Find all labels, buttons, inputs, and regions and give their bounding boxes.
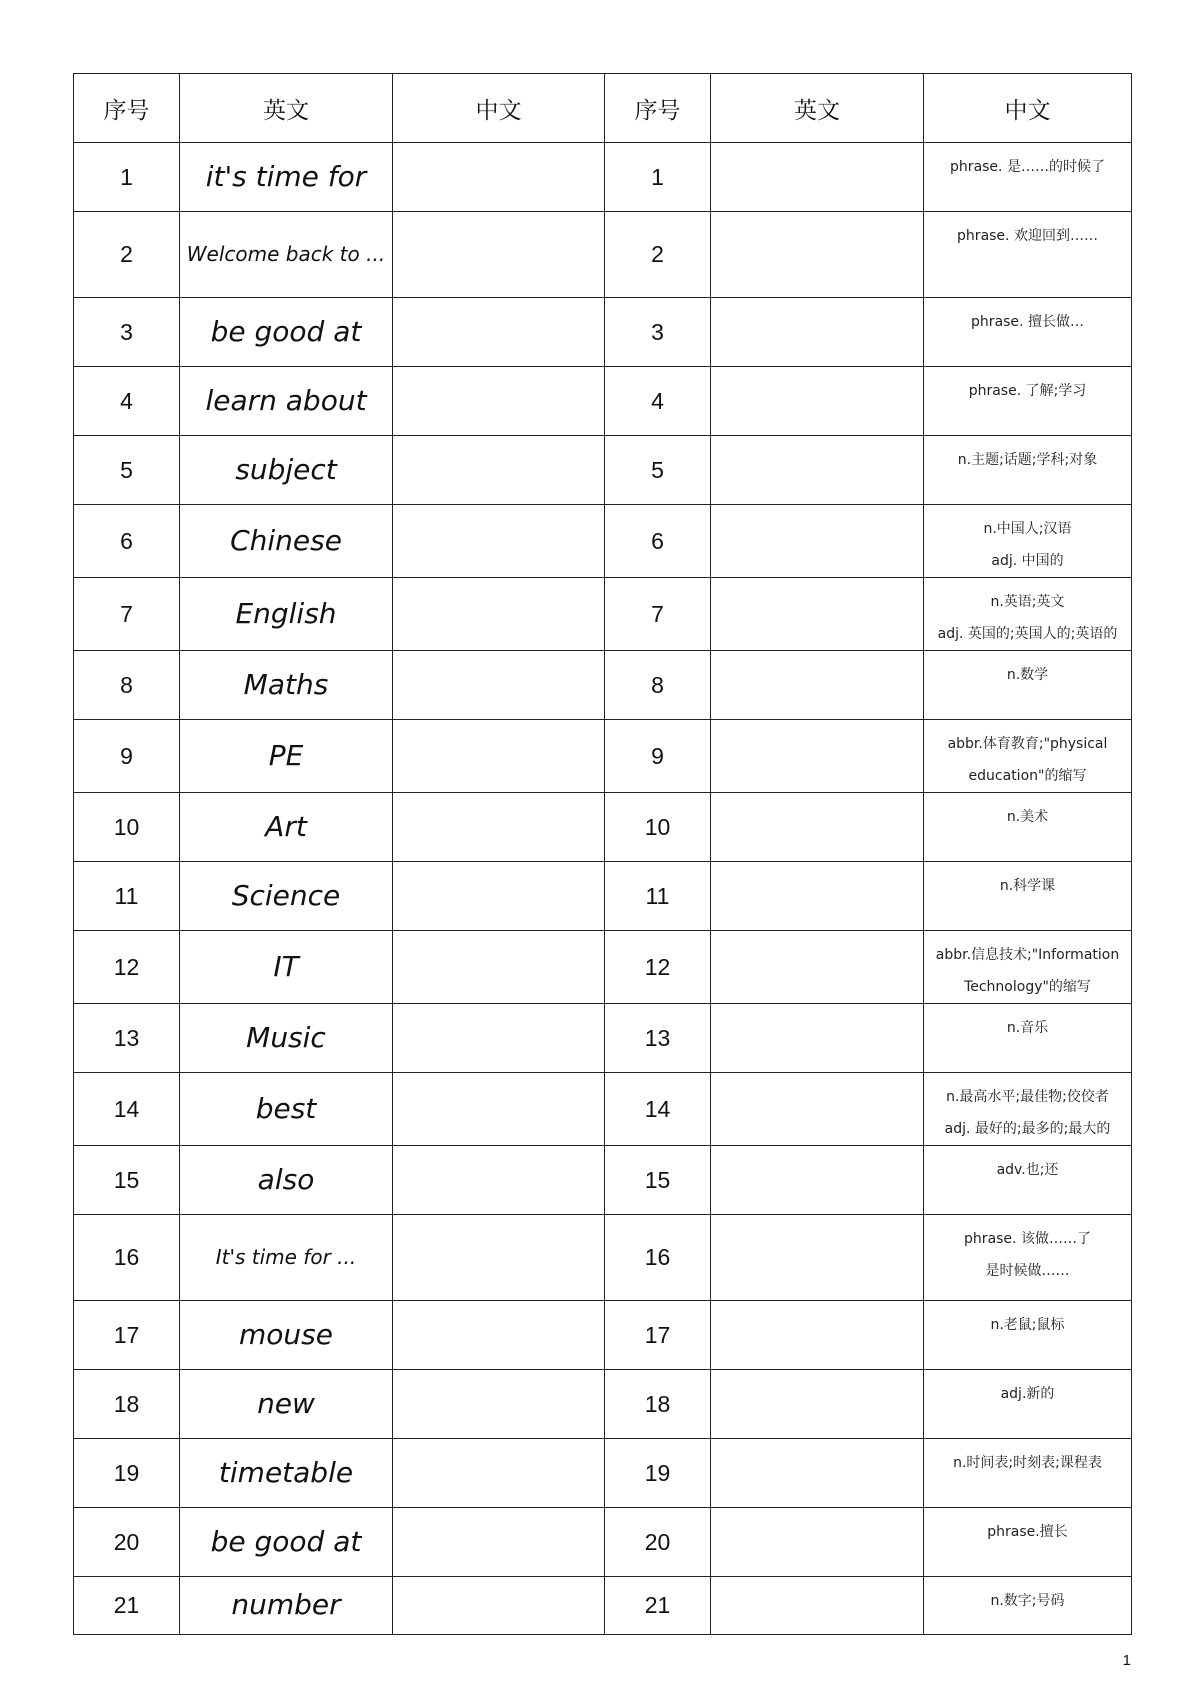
chinese-meaning-line: n.科学课 (999, 878, 1056, 894)
right-index-cell: 18 (605, 1370, 711, 1439)
left-chinese-blank-cell (393, 1073, 605, 1146)
chinese-meaning-line: n.英语;英文 (990, 594, 1065, 610)
left-index-cell: 5 (74, 436, 180, 505)
right-english-blank-cell (711, 1370, 924, 1439)
english-word-cell: learn about (180, 367, 393, 436)
right-index-cell: 10 (605, 793, 711, 862)
right-english-blank-cell (711, 212, 924, 298)
left-index-cell: 20 (74, 1508, 180, 1577)
left-index-cell: 2 (74, 212, 180, 298)
chinese-meaning-cell (924, 720, 1132, 793)
english-word-cell: English (180, 578, 393, 651)
left-index-cell: 14 (74, 1073, 180, 1146)
left-index-cell: 13 (74, 1004, 180, 1073)
chinese-meaning-line: n.主题;话题;学科;对象 (957, 452, 1098, 468)
left-chinese-blank-cell (393, 1439, 605, 1508)
right-index-cell: 16 (605, 1215, 711, 1301)
right-english-blank-cell (711, 1508, 924, 1577)
right-english-blank-cell (711, 720, 924, 793)
chinese-meaning-cell (924, 1004, 1132, 1073)
right-english-blank-cell (711, 1073, 924, 1146)
chinese-meaning-line: adv.也;还 (996, 1162, 1059, 1178)
chinese-meaning-line: adj. 中国的 (991, 553, 1064, 569)
left-chinese-blank-cell (393, 1577, 605, 1635)
chinese-meaning-cell (924, 1439, 1132, 1508)
english-word-cell: it's time for (180, 143, 393, 212)
table-row (74, 578, 1132, 651)
english-word-cell: PE (180, 720, 393, 793)
left-chinese-blank-cell (393, 505, 605, 578)
right-index-cell: 9 (605, 720, 711, 793)
left-index-cell: 3 (74, 298, 180, 367)
chinese-meaning-cell (924, 1370, 1132, 1439)
chinese-meaning-line: n.数字;号码 (990, 1593, 1065, 1609)
english-word-cell: mouse (180, 1301, 393, 1370)
chinese-meaning-line: phrase. 了解;学习 (968, 383, 1087, 399)
left-chinese-blank-cell (393, 720, 605, 793)
left-index-cell: 4 (74, 367, 180, 436)
left-index-cell: 9 (74, 720, 180, 793)
vocabulary-rows (74, 143, 1132, 1635)
right-index-cell: 12 (605, 931, 711, 1004)
left-chinese-blank-cell (393, 578, 605, 651)
right-english-blank-cell (711, 793, 924, 862)
header-left-index: 序号 (74, 74, 180, 143)
english-word-cell: Music (180, 1004, 393, 1073)
english-word-cell: Welcome back to ... (180, 212, 393, 298)
chinese-meaning-cell (924, 793, 1132, 862)
table-row (74, 298, 1132, 367)
right-index-cell: 1 (605, 143, 711, 212)
right-english-blank-cell (711, 1439, 924, 1508)
chinese-meaning-line: n.美术 (1006, 809, 1049, 825)
right-english-blank-cell (711, 651, 924, 720)
header-left-chinese: 中文 (393, 74, 605, 143)
right-english-blank-cell (711, 505, 924, 578)
chinese-meaning-cell (924, 1073, 1132, 1146)
header-right-index: 序号 (605, 74, 711, 143)
english-word-cell: timetable (180, 1439, 393, 1508)
table-row (74, 1301, 1132, 1370)
chinese-meaning-cell (924, 578, 1132, 651)
chinese-meaning-line: n.音乐 (1006, 1020, 1049, 1036)
left-index-cell: 12 (74, 931, 180, 1004)
right-english-blank-cell (711, 1577, 924, 1635)
chinese-meaning-line: 是时候做…… (985, 1263, 1070, 1279)
english-word-cell: be good at (180, 298, 393, 367)
right-index-cell: 19 (605, 1439, 711, 1508)
english-word-cell: IT (180, 931, 393, 1004)
english-word-cell: It's time for ... (180, 1215, 393, 1301)
right-index-cell: 13 (605, 1004, 711, 1073)
right-index-cell: 5 (605, 436, 711, 505)
english-word-cell: Art (180, 793, 393, 862)
right-english-blank-cell (711, 1004, 924, 1073)
table-row (74, 862, 1132, 931)
right-index-cell: 6 (605, 505, 711, 578)
chinese-meaning-line: phrase.擅长 (987, 1524, 1068, 1540)
left-index-cell: 11 (74, 862, 180, 931)
right-english-blank-cell (711, 578, 924, 651)
right-index-cell: 14 (605, 1073, 711, 1146)
left-index-cell: 21 (74, 1577, 180, 1635)
left-chinese-blank-cell (393, 143, 605, 212)
right-english-blank-cell (711, 1146, 924, 1215)
left-chinese-blank-cell (393, 1004, 605, 1073)
chinese-meaning-cell (924, 143, 1132, 212)
chinese-meaning-line: phrase. 擅长做… (971, 314, 1084, 330)
english-word-cell: number (180, 1577, 393, 1635)
chinese-meaning-line: abbr.信息技术;"Information (935, 947, 1120, 963)
right-index-cell: 20 (605, 1508, 711, 1577)
chinese-meaning-cell (924, 862, 1132, 931)
right-index-cell: 2 (605, 212, 711, 298)
chinese-meaning-line: Technology"的缩写 (964, 979, 1091, 995)
table-row (74, 720, 1132, 793)
table-row (74, 1146, 1132, 1215)
right-index-cell: 11 (605, 862, 711, 931)
chinese-meaning-cell (924, 651, 1132, 720)
left-chinese-blank-cell (393, 1146, 605, 1215)
left-chinese-blank-cell (393, 1301, 605, 1370)
chinese-meaning-line: abbr.体育教育;"physical (947, 736, 1108, 752)
left-index-cell: 15 (74, 1146, 180, 1215)
right-english-blank-cell (711, 143, 924, 212)
chinese-meaning-cell (924, 505, 1132, 578)
chinese-meaning-cell (924, 1577, 1132, 1635)
chinese-meaning-line: adj. 英国的;英国人的;英语的 (937, 626, 1118, 642)
right-english-blank-cell (711, 931, 924, 1004)
chinese-meaning-line: n.最高水平;最佳物;佼佼者 (946, 1089, 1109, 1105)
table-row (74, 505, 1132, 578)
right-index-cell: 3 (605, 298, 711, 367)
table-row (74, 1439, 1132, 1508)
chinese-meaning-cell (924, 367, 1132, 436)
table-row (74, 1577, 1132, 1635)
chinese-meaning-line: n.数学 (1006, 667, 1049, 683)
left-index-cell: 18 (74, 1370, 180, 1439)
right-english-blank-cell (711, 1301, 924, 1370)
english-word-cell: Chinese (180, 505, 393, 578)
left-index-cell: 7 (74, 578, 180, 651)
table-row (74, 1508, 1132, 1577)
right-english-blank-cell (711, 298, 924, 367)
english-word-cell: best (180, 1073, 393, 1146)
chinese-meaning-line: n.老鼠;鼠标 (990, 1317, 1065, 1333)
chinese-meaning-line: phrase. 该做……了 (964, 1231, 1091, 1247)
left-chinese-blank-cell (393, 651, 605, 720)
table-row (74, 1215, 1132, 1301)
left-index-cell: 8 (74, 651, 180, 720)
left-index-cell: 16 (74, 1215, 180, 1301)
header-right-chinese: 中文 (924, 74, 1132, 143)
left-index-cell: 19 (74, 1439, 180, 1508)
chinese-meaning-line: phrase. 欢迎回到…… (957, 228, 1098, 244)
chinese-meaning-cell (924, 1146, 1132, 1215)
table-row (74, 931, 1132, 1004)
chinese-meaning-cell (924, 931, 1132, 1004)
chinese-meaning-line: phrase. 是……的时候了 (950, 159, 1105, 175)
table-row (74, 1004, 1132, 1073)
header-right-english: 英文 (711, 74, 924, 143)
left-chinese-blank-cell (393, 931, 605, 1004)
left-chinese-blank-cell (393, 367, 605, 436)
page-number: 1 (1122, 1652, 1131, 1669)
left-index-cell: 6 (74, 505, 180, 578)
right-index-cell: 4 (605, 367, 711, 436)
vocabulary-table (73, 73, 1132, 1635)
right-english-blank-cell (711, 1215, 924, 1301)
chinese-meaning-line: n.时间表;时刻表;课程表 (953, 1455, 1102, 1471)
left-chinese-blank-cell (393, 436, 605, 505)
table-row (74, 793, 1132, 862)
left-chinese-blank-cell (393, 1215, 605, 1301)
english-word-cell: also (180, 1146, 393, 1215)
left-chinese-blank-cell (393, 212, 605, 298)
chinese-meaning-cell (924, 212, 1132, 298)
right-english-blank-cell (711, 436, 924, 505)
right-english-blank-cell (711, 862, 924, 931)
right-index-cell: 15 (605, 1146, 711, 1215)
left-index-cell: 10 (74, 793, 180, 862)
chinese-meaning-cell (924, 436, 1132, 505)
left-index-cell: 1 (74, 143, 180, 212)
chinese-meaning-line: n.中国人;汉语 (983, 521, 1072, 537)
english-word-cell: Maths (180, 651, 393, 720)
table-row (74, 651, 1132, 720)
right-index-cell: 8 (605, 651, 711, 720)
table-row (74, 367, 1132, 436)
table-row (74, 212, 1132, 298)
chinese-meaning-line: adj.新的 (1000, 1386, 1055, 1402)
english-word-cell: Science (180, 862, 393, 931)
right-english-blank-cell (711, 367, 924, 436)
left-chinese-blank-cell (393, 1370, 605, 1439)
table-row (74, 1073, 1132, 1146)
header-row (74, 74, 1132, 143)
chinese-meaning-line: education"的缩写 (968, 768, 1087, 784)
left-chinese-blank-cell (393, 298, 605, 367)
header-left-english: 英文 (180, 74, 393, 143)
chinese-meaning-cell (924, 1301, 1132, 1370)
table-row (74, 143, 1132, 212)
english-word-cell: subject (180, 436, 393, 505)
chinese-meaning-cell (924, 1215, 1132, 1301)
chinese-meaning-cell (924, 298, 1132, 367)
table-row (74, 436, 1132, 505)
left-chinese-blank-cell (393, 1508, 605, 1577)
left-chinese-blank-cell (393, 793, 605, 862)
left-index-cell: 17 (74, 1301, 180, 1370)
chinese-meaning-cell (924, 1508, 1132, 1577)
right-index-cell: 21 (605, 1577, 711, 1635)
english-word-cell: new (180, 1370, 393, 1439)
right-index-cell: 7 (605, 578, 711, 651)
right-index-cell: 17 (605, 1301, 711, 1370)
english-word-cell: be good at (180, 1508, 393, 1577)
table-row (74, 1370, 1132, 1439)
left-chinese-blank-cell (393, 862, 605, 931)
chinese-meaning-line: adj. 最好的;最多的;最大的 (944, 1121, 1111, 1137)
